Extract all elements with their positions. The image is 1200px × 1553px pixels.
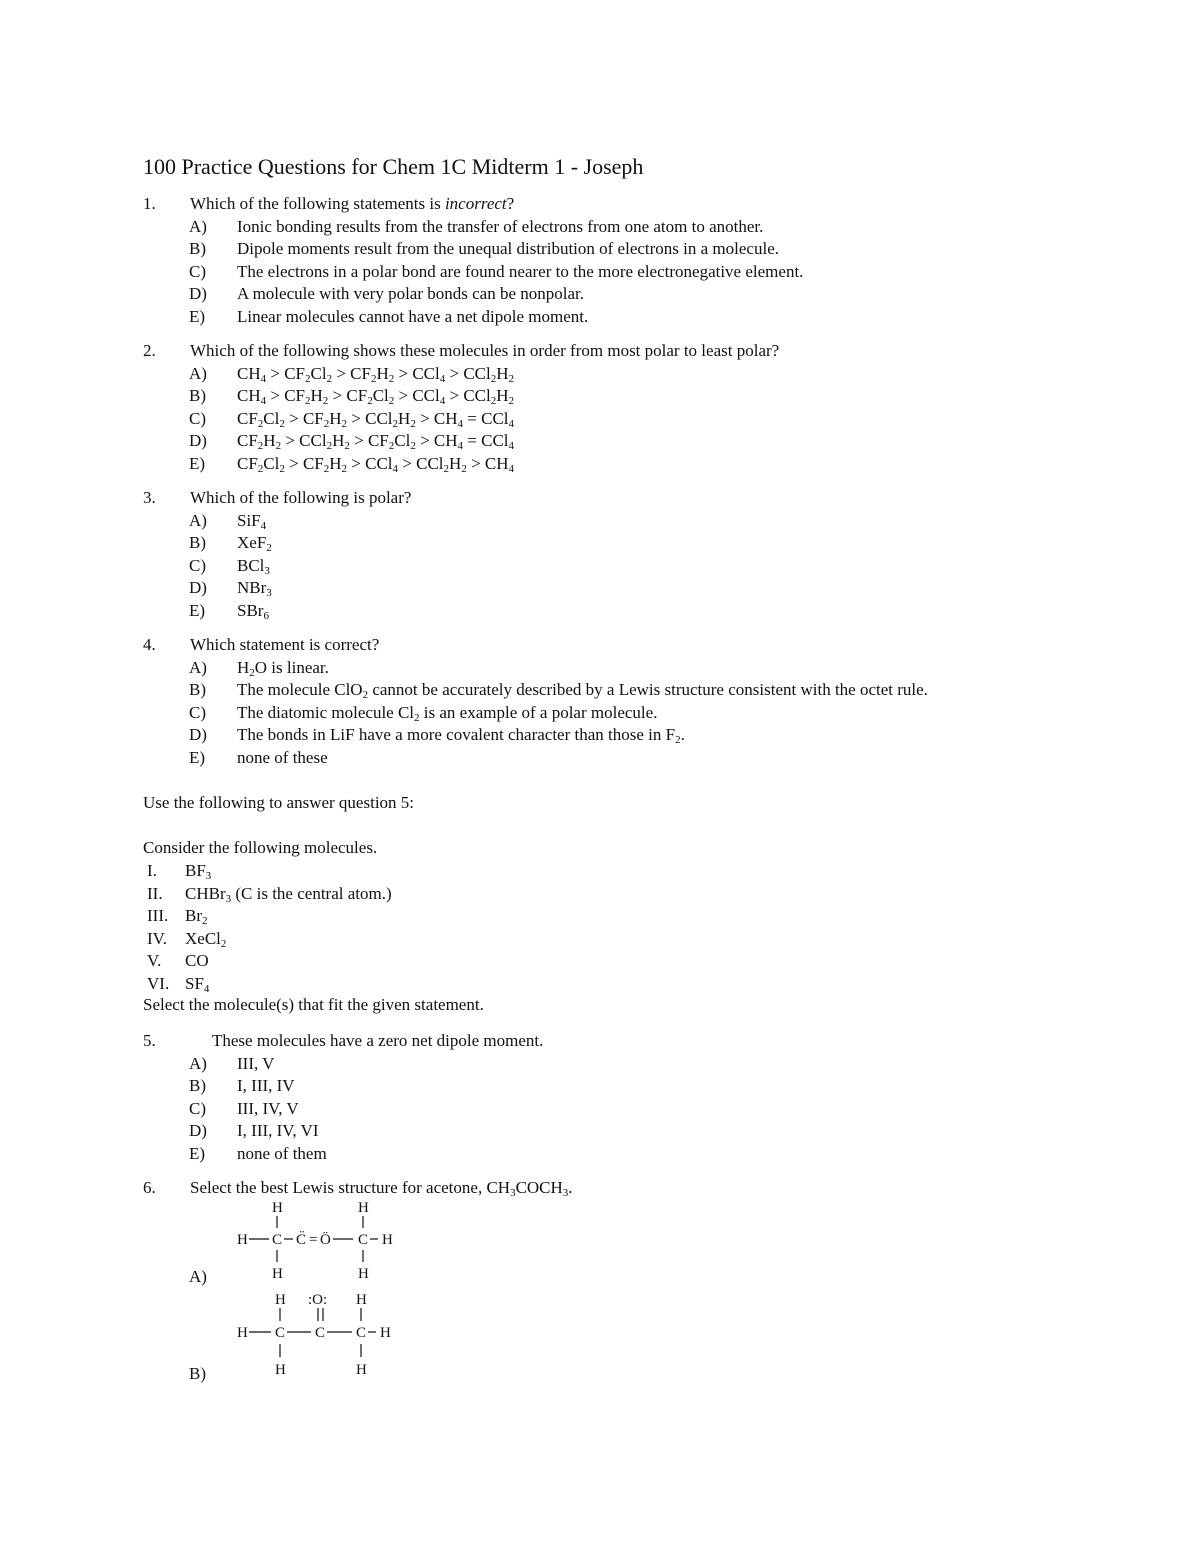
answer-option: [143, 510, 1143, 533]
atom-c: C: [356, 1325, 367, 1341]
option-letter: D): [189, 725, 207, 745]
atom-o-lone-pairs: :O:: [308, 1292, 328, 1308]
option-text: I, III, IV, VI: [237, 1121, 319, 1141]
options-list: [143, 657, 1143, 770]
answer-option: [143, 283, 1143, 306]
atom-h: H: [275, 1292, 286, 1308]
answer-option: [143, 306, 1143, 329]
option-text: SiF$_4$: [237, 510, 267, 532]
options-list: [143, 510, 1143, 623]
atom-c: C: [272, 1232, 283, 1248]
answer-option: [143, 724, 1143, 747]
answer-option: [143, 577, 1143, 600]
answer-option: [143, 408, 1143, 431]
option-letter: A): [189, 510, 207, 530]
molecule-numeral: III.: [147, 906, 169, 926]
option-text: The diatomic molecule $Cl_2$ is an example of a polar molecule.: [237, 702, 658, 724]
question-6: [143, 1177, 1143, 1200]
option-letter: E): [189, 306, 206, 326]
answer-option: [143, 1143, 1143, 1166]
question-text: Select the best Lewis structure for acetone, $CH_3COCH_3$.: [190, 1178, 573, 1199]
option-letter-b: B): [189, 1364, 206, 1383]
option-letter: C): [189, 555, 206, 575]
answer-option: [143, 532, 1143, 555]
option-letter: C): [189, 1098, 206, 1118]
question-5: [143, 1030, 1143, 1166]
answer-option: [143, 385, 1143, 408]
atom-h: H: [382, 1232, 393, 1248]
atom-h: H: [272, 1266, 283, 1282]
molecule-formula: CO: [185, 951, 209, 971]
options-list: [143, 216, 1143, 329]
option-text: $H_2O$ is linear.: [237, 657, 329, 679]
answer-option: [143, 1075, 1143, 1098]
option-letter-a: A): [189, 1267, 207, 1286]
molecule-formula: $SF_4$: [185, 973, 210, 995]
option-letter: D): [189, 578, 207, 598]
option-letter: B): [189, 533, 206, 553]
atom-h: H: [380, 1325, 391, 1341]
answer-option: [143, 702, 1143, 725]
atom-o-lone-pair: Ö: [320, 1232, 331, 1248]
answer-option: [143, 216, 1143, 239]
atom-c: C: [315, 1325, 326, 1341]
molecule-numeral: II.: [147, 883, 163, 903]
question-text: Which statement is correct?: [190, 635, 380, 654]
question-number: 6.: [143, 1178, 156, 1197]
atom-h: H: [272, 1200, 283, 1216]
option-letter: D): [189, 284, 207, 304]
atom-h: H: [237, 1325, 248, 1341]
molecule-numeral: V.: [147, 951, 162, 971]
question-text: Which of the following shows these molecules in order from most polar to least polar?: [190, 341, 780, 360]
molecule-formula: $BF_3$: [185, 861, 212, 882]
lewis-structure-b-drawing: [225, 1288, 415, 1378]
answer-option: [143, 679, 1143, 702]
atom-h: H: [356, 1292, 367, 1308]
option-letter: D): [189, 431, 207, 451]
instruction-text: Use the following to answer question 5:: [143, 793, 415, 812]
lewis-structure-a: [225, 1198, 415, 1284]
option-letter: C): [189, 408, 206, 428]
answer-option: [143, 1053, 1143, 1076]
option-text: XeF$_2$: [237, 533, 272, 555]
atom-c: C: [358, 1232, 369, 1248]
options-list: [143, 363, 1143, 476]
answer-option: [143, 261, 1143, 284]
option-letter: E): [189, 453, 206, 473]
option-text: $CH_4 > CF_2Cl_2 > CF_2H_2 > CCl_4 > CCl_2H_2$: [237, 363, 515, 385]
double-bond: =: [309, 1232, 318, 1248]
option-text: $CF_2H_2 > CCl_2H_2 > CF_2Cl_2 > CH_4 = CCl_4$: [237, 431, 515, 453]
option-letter: B): [189, 680, 206, 700]
molecules-intro: Consider the following molecules.: [143, 838, 378, 857]
lewis-structure-b: [225, 1288, 415, 1378]
option-text: III, IV, V: [237, 1098, 299, 1118]
option-letter: C): [189, 261, 206, 281]
answer-option: [143, 600, 1143, 623]
atom-c: C: [275, 1325, 286, 1341]
answer-option: [143, 555, 1143, 578]
option-text: Ionic bonding results from the transfer of electrons from one atom to another.: [237, 216, 764, 236]
option-text: The molecule ClO$_2$ cannot be accurately described by a Lewis structure consistent with the octet rule.: [237, 680, 928, 702]
atom-c-lone-pair: C̈: [296, 1232, 307, 1248]
atom-h: H: [237, 1232, 248, 1248]
option-letter: B): [189, 386, 206, 406]
option-letter: D): [189, 1121, 207, 1141]
molecule-numeral: VI.: [147, 973, 170, 993]
answer-option: [143, 1120, 1143, 1143]
option-letter: A): [189, 657, 207, 677]
question-number: 4.: [143, 635, 156, 654]
option-text: $CH_4 > CF_2H_2 > CF_2Cl_2 > CCl_4 > CCl_2H_2$: [237, 386, 515, 408]
option-text: Dipole moments result from the unequal distribution of electrons in a molecule.: [237, 239, 779, 259]
question-text: Which of the following statements is incorrect?: [190, 194, 515, 213]
option-text: I, III, IV: [237, 1076, 295, 1096]
molecule-formula: XeCl$_2$: [185, 928, 227, 950]
question-number: 5.: [143, 1031, 156, 1050]
question-2: [143, 340, 1143, 476]
question-1: [143, 193, 1143, 329]
option-letter: B): [189, 239, 206, 259]
atom-h: H: [358, 1200, 369, 1216]
option-text: $CF_2Cl_2 > CF_2H_2 > CCl_4 > CCl_2H_2 > CH_4$: [237, 453, 515, 475]
molecule-numeral: IV.: [147, 928, 167, 948]
molecule-formula: $Br_2$: [185, 906, 208, 928]
atom-h: H: [358, 1266, 369, 1282]
option-text: NBr$_3$: [237, 578, 272, 600]
option-letter: E): [189, 747, 206, 767]
molecule-numeral: I.: [147, 861, 157, 880]
page-title: 100 Practice Questions for Chem 1C Midterm 1 - Joseph: [143, 154, 644, 179]
molecule-formula: CHBr$_3$ (C is the central atom.): [185, 883, 392, 905]
question-4: [143, 634, 1143, 770]
question-number: 3.: [143, 488, 156, 507]
atom-h: H: [356, 1362, 367, 1378]
option-letter: E): [189, 1143, 206, 1163]
option-text: III, V: [237, 1053, 275, 1073]
question-number: 2.: [143, 341, 156, 360]
option-text: none of them: [237, 1143, 327, 1163]
question-3: [143, 487, 1143, 623]
select-instruction: Select the molecule(s) that fit the given statement.: [143, 995, 484, 1014]
option-text: The bonds in LiF have a more covalent character than those in $F_2$.: [237, 725, 685, 747]
option-letter: A): [189, 363, 207, 383]
question-text: Which of the following is polar?: [190, 488, 412, 507]
option-letter: A): [189, 1053, 207, 1073]
option-text: none of these: [237, 747, 328, 767]
answer-option: [143, 430, 1143, 453]
option-letter: A): [189, 216, 207, 236]
option-letter: B): [189, 1076, 206, 1096]
lewis-structure-a-drawing: [225, 1198, 415, 1284]
answer-option: [143, 363, 1143, 386]
option-text: $CF_2Cl_2 > CF_2H_2 > CCl_2H_2 > CH_4 = CCl_4$: [237, 408, 515, 430]
option-text: Linear molecules cannot have a net dipole moment.: [237, 306, 589, 326]
options-list: [143, 1053, 1143, 1166]
atom-h: H: [275, 1362, 286, 1378]
answer-option: [143, 1098, 1143, 1121]
option-text: A molecule with very polar bonds can be nonpolar.: [237, 284, 584, 304]
answer-option: [143, 238, 1143, 261]
question-number: 1.: [143, 194, 156, 213]
option-text: SBr$_6$: [237, 600, 269, 622]
answer-option: [143, 453, 1143, 476]
option-text: BCl$_3$: [237, 555, 270, 577]
option-text: The electrons in a polar bond are found nearer to the more electronegative element.: [237, 261, 804, 281]
answer-option: [143, 747, 1143, 770]
question-text: These molecules have a zero net dipole moment.: [212, 1031, 544, 1050]
option-letter: C): [189, 702, 206, 722]
answer-option: [143, 657, 1143, 680]
option-letter: E): [189, 600, 206, 620]
